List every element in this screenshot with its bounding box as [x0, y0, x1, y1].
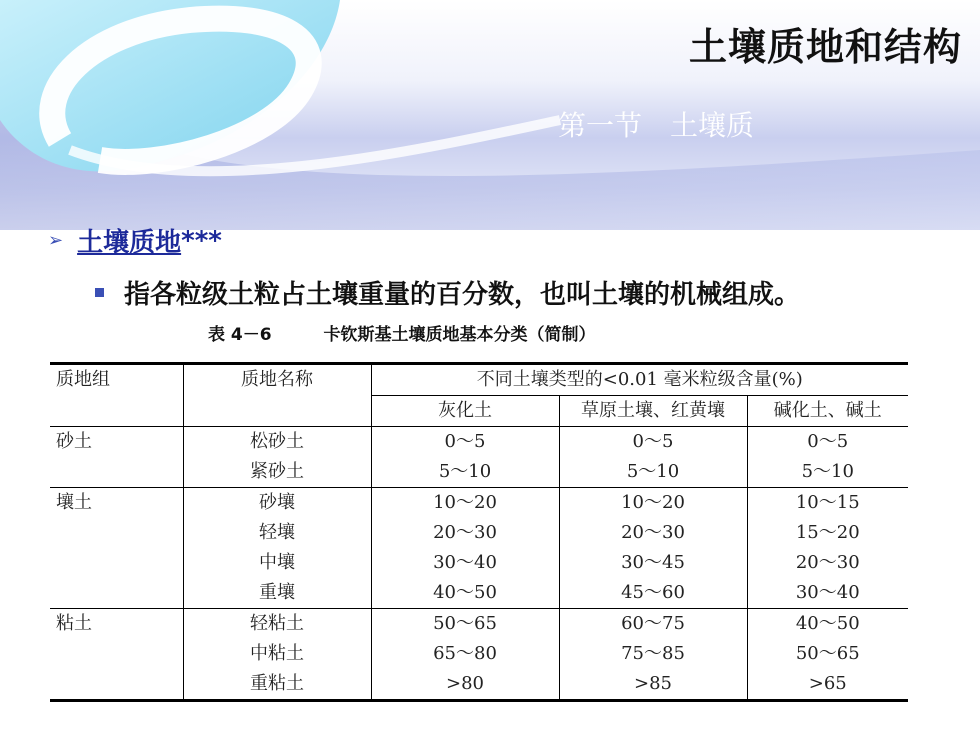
- importance-stars: ***: [181, 225, 222, 256]
- cell-name: 紧砂土: [183, 457, 371, 488]
- cell-value-3: 40～50: [747, 609, 908, 640]
- cell-value-2: 45～60: [559, 578, 747, 609]
- cell-value-2: 10～20: [559, 488, 747, 519]
- cell-name: 中粘土: [183, 639, 371, 669]
- texture-classification-table: [50, 362, 908, 702]
- cell-group: [50, 669, 183, 701]
- cell-name: 中壤: [183, 548, 371, 578]
- cell-group: [50, 578, 183, 609]
- cell-value-1: 50～65: [371, 609, 559, 640]
- cell-value-1: 40～50: [371, 578, 559, 609]
- header-col3: 碱化土、碱土: [747, 396, 908, 427]
- table-row: [50, 548, 908, 578]
- cell-name: 轻壤: [183, 518, 371, 548]
- section-subtitle: 第一节 土壤质: [558, 109, 755, 142]
- bullet-link-text[interactable]: 土壤质地: [77, 228, 182, 258]
- cell-value-2: 20～30: [559, 518, 747, 548]
- cell-name: 砂壤: [183, 488, 371, 519]
- header-group-blank: [50, 396, 183, 427]
- cell-value-2: 30～45: [559, 548, 747, 578]
- header-col1: 灰化土: [371, 396, 559, 427]
- cell-value-1: 30～40: [371, 548, 559, 578]
- table-row: [50, 669, 908, 701]
- cell-value-3: 10～15: [747, 488, 908, 519]
- cell-group: [50, 548, 183, 578]
- cell-value-2: 75～85: [559, 639, 747, 669]
- cell-value-1: 10～20: [371, 488, 559, 519]
- table-row: [50, 427, 908, 458]
- cell-value-3: 15～20: [795, 522, 860, 543]
- cell-group: 粘土: [50, 609, 183, 640]
- arrow-bullet-icon: ➢: [48, 230, 64, 251]
- header-content-span: 不同土壤类型的<0.01 毫米粒级含量(%): [371, 364, 908, 396]
- table-body: [50, 427, 908, 701]
- definition-text: 指各粒级土粒占土壤重量的百分数，也叫土壤的机械组成。: [124, 280, 801, 310]
- bullet-texture: [48, 222, 222, 259]
- cell-value-2: 0～5: [559, 427, 747, 458]
- cell-value-2: 5～10: [559, 457, 747, 488]
- cell-value-1: >80: [371, 669, 559, 701]
- header-group: 质地组: [50, 364, 183, 396]
- table-row: [50, 609, 908, 640]
- cell-group: [50, 457, 183, 488]
- header-col2: 草原土壤、红黄壤: [559, 396, 747, 427]
- cell-value-2: >85: [559, 669, 747, 701]
- cell-group: [50, 518, 183, 548]
- table-row: [50, 488, 908, 519]
- cell-value-3: 20～30: [795, 552, 860, 573]
- cell-group: 砂土: [50, 427, 183, 458]
- cell-name: 轻粘土: [183, 609, 371, 640]
- table-number: 表 4－6: [208, 325, 272, 345]
- cell-value-1: 5～10: [371, 457, 559, 488]
- table-row: [50, 518, 908, 548]
- bullet-definition: [95, 274, 800, 311]
- cell-value-3: >65: [747, 669, 908, 701]
- cell-group: [50, 639, 183, 669]
- slide-title: 土壤质地和结构: [688, 25, 962, 69]
- table-caption: [208, 320, 596, 345]
- table-row: [50, 578, 908, 609]
- table-row: [50, 457, 908, 488]
- square-bullet-icon: [95, 288, 104, 297]
- header-name-blank: [183, 396, 371, 427]
- cell-name: 重壤: [183, 578, 371, 609]
- cell-group: 壤土: [50, 488, 183, 519]
- cell-value-1: 65～80: [371, 639, 559, 669]
- cell-value-3: 0～5: [747, 427, 908, 458]
- cell-value-1: 20～30: [371, 518, 559, 548]
- header-name: 质地名称: [183, 364, 371, 396]
- cell-value-3: 30～40: [795, 582, 860, 603]
- cell-value-3: 50～65: [795, 643, 860, 664]
- table-row: [50, 639, 908, 669]
- cell-name: 重粘土: [183, 669, 371, 701]
- cell-value-1: 0～5: [371, 427, 559, 458]
- cell-name: 松砂土: [183, 427, 371, 458]
- cell-value-2: 60～75: [559, 609, 747, 640]
- table-title: 卡钦斯基土壤质地基本分类（简制）: [323, 325, 596, 345]
- cell-value-3: 5～10: [801, 461, 854, 482]
